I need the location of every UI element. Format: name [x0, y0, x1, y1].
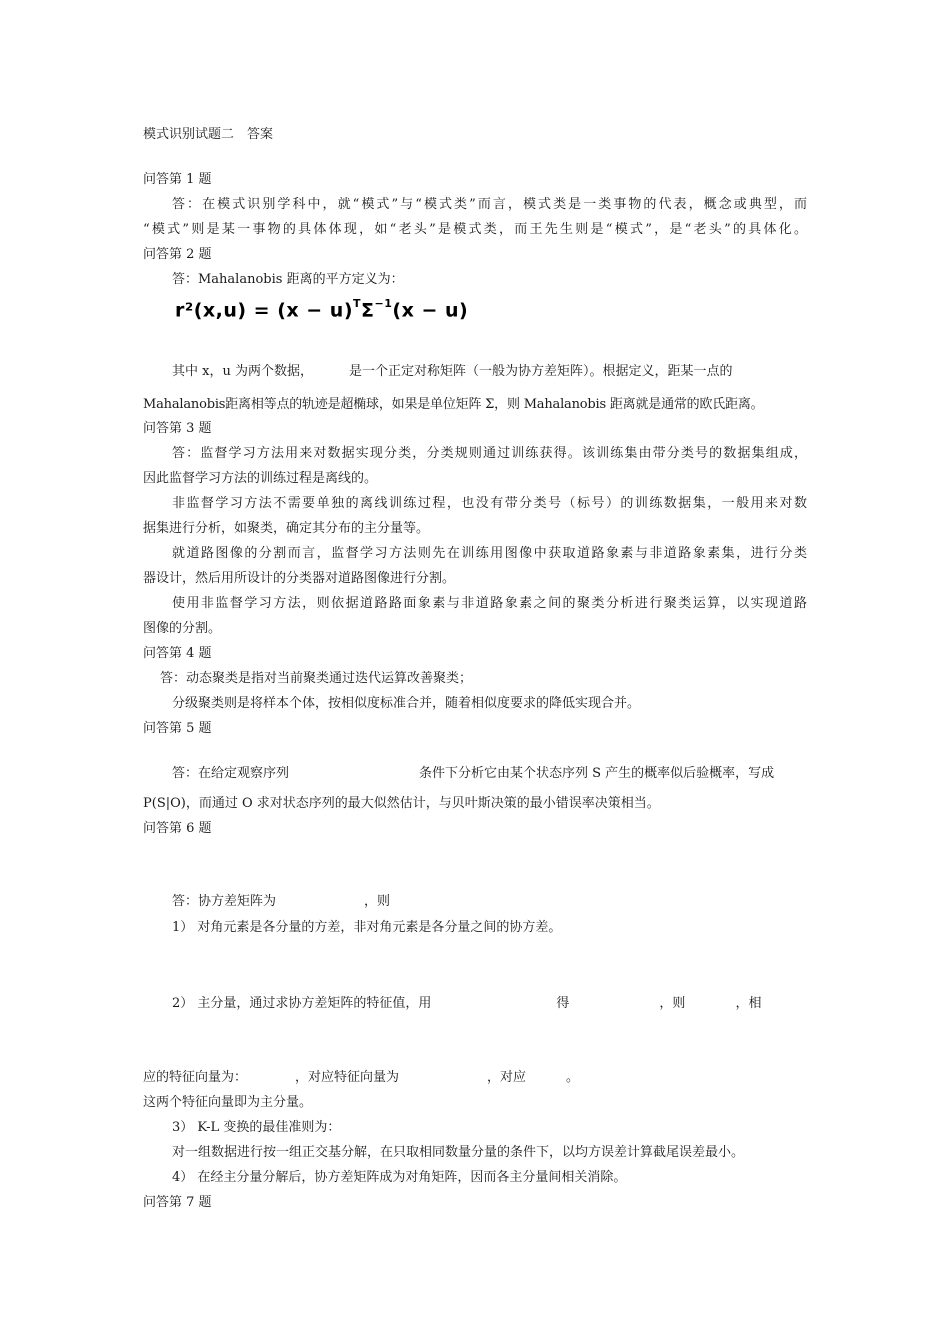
answer-6-line-3d: ，相 [735, 996, 762, 1011]
answer-6-line-3c: ，则 [659, 996, 686, 1011]
question-6-heading: 问答第 6 题 [143, 821, 212, 836]
mahalanobis-formula [175, 299, 468, 321]
answer-3-line-5: 就道路图像的分割而言，监督学习方法则先在训练用图像中获取道路象素与非道路象素集，进行分类 [172, 546, 807, 561]
answer-2-line-1: 答：Mahalanobis 距离的平方定义为： [172, 272, 404, 287]
answer-5-line-1a: 答：在给定观察序列 [172, 766, 290, 781]
answer-3-line-1: 答：监督学习方法用来对数据实现分类，分类规则通过训练获得。该训练集由带分类号的数据集组成， [172, 446, 807, 461]
answer-4-line-2: 分级聚类则是将样本个体，按相似度标准合并，随着相似度要求的降低实现合并。 [172, 696, 641, 711]
answer-6-line-2: 1） 对角元素是各分量的方差，非对角元素是各分量之间的协方差。 [172, 920, 562, 935]
formula-tail: (x − u) [392, 299, 469, 322]
question-4-heading: 问答第 4 题 [143, 646, 212, 661]
answer-6-line-1a: 答：协方差矩阵为 [172, 894, 277, 909]
answer-6-line-8: 4） 在经主分量分解后，协方差矩阵成为对角矩阵，因而各主分量间相关消除。 [172, 1170, 627, 1185]
answer-6-line-4d: 。 [566, 1070, 580, 1085]
answer-6-line-6: 3） K-L 变换的最佳准则为： [172, 1120, 341, 1135]
formula-lhs: r²(x,u) = (x − u) [175, 299, 354, 322]
answer-3-line-8: 图像的分割。 [143, 621, 222, 636]
formula-inverse: −1 [374, 297, 393, 310]
answer-5-line-2: P(S|O)，而通过 O 求对状态序列的最大似然估计，与贝叶斯决策的最小错误率决策相当。 [143, 796, 660, 811]
answer-6-line-4c: ，对应 [487, 1070, 527, 1085]
answer-2-line-3: Mahalanobis距离相等点的轨迹是超椭球，如果是单位矩阵 Σ，则 Mahalanobis 距离就是通常的欧氏距离。 [143, 397, 764, 412]
answer-6-line-4b: ，对应特征向量为 [295, 1070, 400, 1085]
question-5-heading: 问答第 5 题 [143, 721, 212, 736]
answer-3-line-7: 使用非监督学习方法，则依据道路路面象素与非道路象素之间的聚类分析进行聚类运算，以实现道路 [172, 596, 807, 611]
answer-6-line-4 [143, 1068, 807, 1088]
answer-2-line-2b: 是一个正定对称矩阵（一般为协方差矩阵）。根据定义，距某一点的 [348, 364, 733, 379]
answer-6-line-1b: ，则 [364, 894, 391, 909]
answer-2-line-2a: 其中 x，u 为两个数据， [172, 364, 313, 379]
answer-6-line-5: 这两个特征向量即为主分量。 [143, 1095, 313, 1110]
answer-3-line-3: 非监督学习方法不需要单独的离线训练过程，也没有带分类号（标号）的训练数据集，一般用来对数 [172, 496, 807, 511]
answer-6-line-7: 对一组数据进行按一组正交基分解，在只取相同数量分量的条件下，以均方误差计算截尾误差最小。 [172, 1145, 745, 1160]
answer-6-line-3b: 得 [556, 996, 570, 1011]
answer-6-line-1 [172, 892, 807, 912]
formula-sigma: Σ [361, 299, 375, 322]
answer-4-line-1: 答：动态聚类是指对当前聚类通过迭代运算改善聚类； [160, 671, 473, 686]
answer-6-line-4a: 应的特征向量为： [143, 1070, 248, 1085]
answer-2-line-2 [172, 362, 807, 382]
answer-5-line-1 [172, 764, 807, 784]
question-1-heading: 问答第 1 题 [143, 172, 212, 187]
answer-3-line-2: 因此监督学习方法的训练过程是离线的。 [143, 471, 378, 486]
question-3-heading: 问答第 3 题 [143, 421, 212, 436]
doc-title: 模式识别试题二 答案 [143, 127, 274, 142]
answer-3-line-4: 据集进行分析，如聚类，确定其分布的主分量等。 [143, 521, 430, 536]
formula-transpose: T [353, 297, 362, 310]
answer-3-line-6: 器设计，然后用所设计的分类器对道路图像进行分割。 [143, 571, 456, 586]
answer-1-line-1: 答：在模式识别学科中，就“模式”与“模式类”而言，模式类是一类事物的代表，概念或典型，而 [172, 197, 807, 212]
question-7-heading: 问答第 7 题 [143, 1195, 212, 1210]
answer-1-line-2: “模式”则是某一事物的具体体现，如“老头”是模式类，而王先生则是“模式”，是“老头”的具体化。 [143, 222, 807, 237]
question-2-heading: 问答第 2 题 [143, 247, 212, 262]
answer-5-line-1b: 条件下分析它由某个状态序列 S 产生的概率似后验概率，写成 [419, 766, 775, 781]
answer-6-line-3 [172, 994, 807, 1014]
answer-6-line-3a: 2） 主分量，通过求协方差矩阵的特征值，用 [172, 996, 432, 1011]
